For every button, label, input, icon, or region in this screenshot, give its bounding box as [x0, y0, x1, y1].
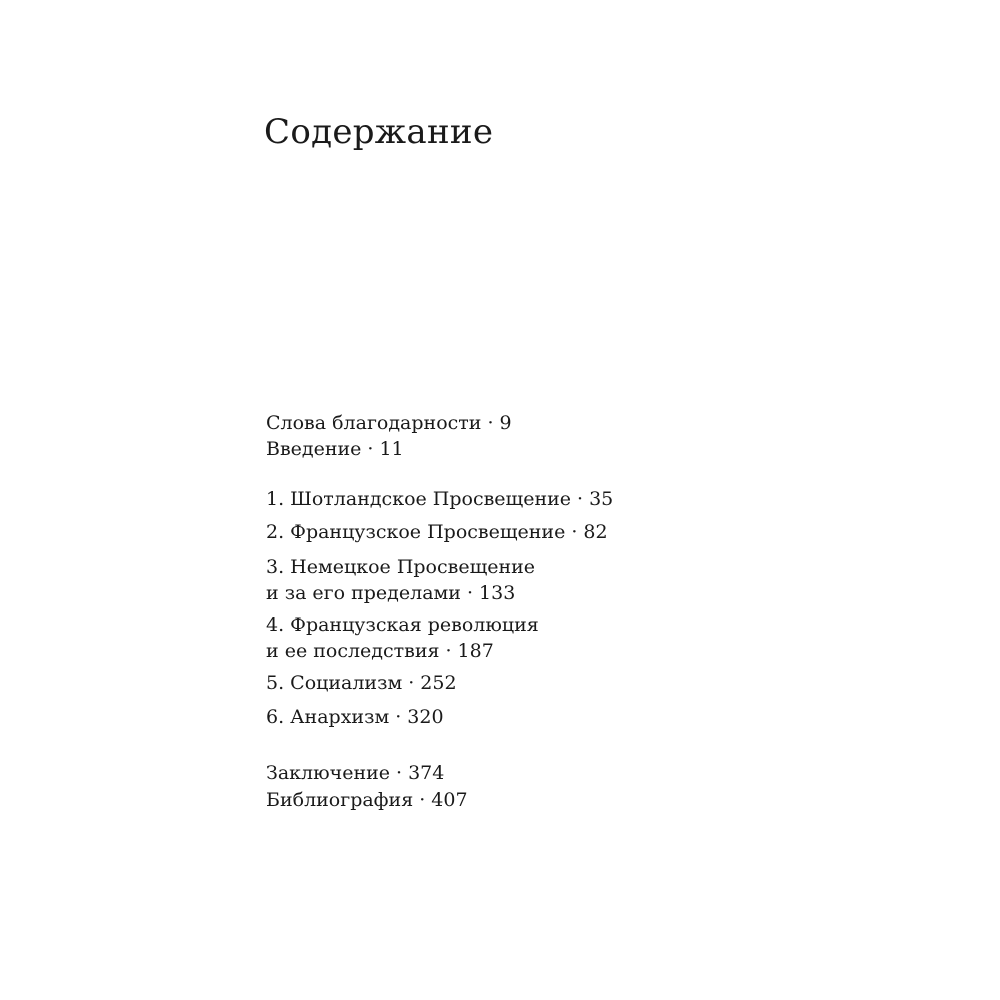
toc-separator: · — [466, 582, 474, 604]
toc-entry-title: Слова благодарности — [266, 412, 482, 434]
toc-page-number: 35 — [589, 488, 614, 510]
toc-page-number: 407 — [431, 789, 468, 811]
toc-separator: · — [367, 438, 374, 460]
toc-entry-chapter-2 — [266, 519, 608, 545]
toc-page-number: 9 — [499, 412, 512, 434]
toc-entry-chapter-3 — [266, 554, 535, 606]
toc-separator: · — [395, 706, 402, 728]
toc-separator: · — [396, 762, 403, 784]
toc-entry-title: 6. Анархизм — [266, 706, 390, 728]
toc-separator: · — [571, 521, 578, 543]
toc-page-number: 82 — [583, 521, 608, 543]
toc-entry-chapter-4 — [266, 612, 539, 664]
toc-entry-title-line: и ее последствия — [266, 640, 440, 662]
toc-separator: · — [419, 789, 426, 811]
toc-entry-title: 5. Социализм — [266, 672, 403, 694]
toc-page-number: 187 — [457, 640, 494, 662]
toc-page-number: 320 — [407, 706, 444, 728]
toc-entry-conclusion — [266, 760, 444, 786]
toc-entry-title: Заключение — [266, 762, 391, 784]
toc-separator: · — [487, 412, 494, 434]
toc-entry-acknowledgements — [266, 410, 512, 436]
toc-entry-chapter-6 — [266, 704, 444, 730]
toc-separator: · — [445, 640, 452, 662]
toc-page-number: 374 — [408, 762, 445, 784]
toc-entry-chapter-1 — [266, 486, 613, 512]
toc-entry-title: 2. Французское Просвещение — [266, 521, 566, 543]
toc-entry-title: Библиография — [266, 789, 414, 811]
toc-entry-bibliography — [266, 787, 468, 813]
toc-entry-introduction — [266, 436, 404, 462]
toc-separator: · — [408, 672, 415, 694]
toc-page-number: 252 — [420, 672, 457, 694]
toc-entry-title: Введение — [266, 438, 362, 460]
toc-page-number: 133 — [479, 582, 516, 604]
toc-entry-title: 1. Шотландское Просвещение — [266, 488, 572, 510]
toc-entry-title-line: 4. Французская революция — [266, 614, 539, 636]
toc-entry-title-line: и за его пределами — [266, 582, 461, 604]
toc-entry-chapter-5 — [266, 670, 457, 696]
toc-page-number: 11 — [379, 438, 404, 460]
page-title: Содержание — [264, 112, 494, 152]
toc-separator: · — [577, 488, 584, 510]
toc-entry-title-line: 3. Немецкое Просвещение — [266, 556, 536, 578]
